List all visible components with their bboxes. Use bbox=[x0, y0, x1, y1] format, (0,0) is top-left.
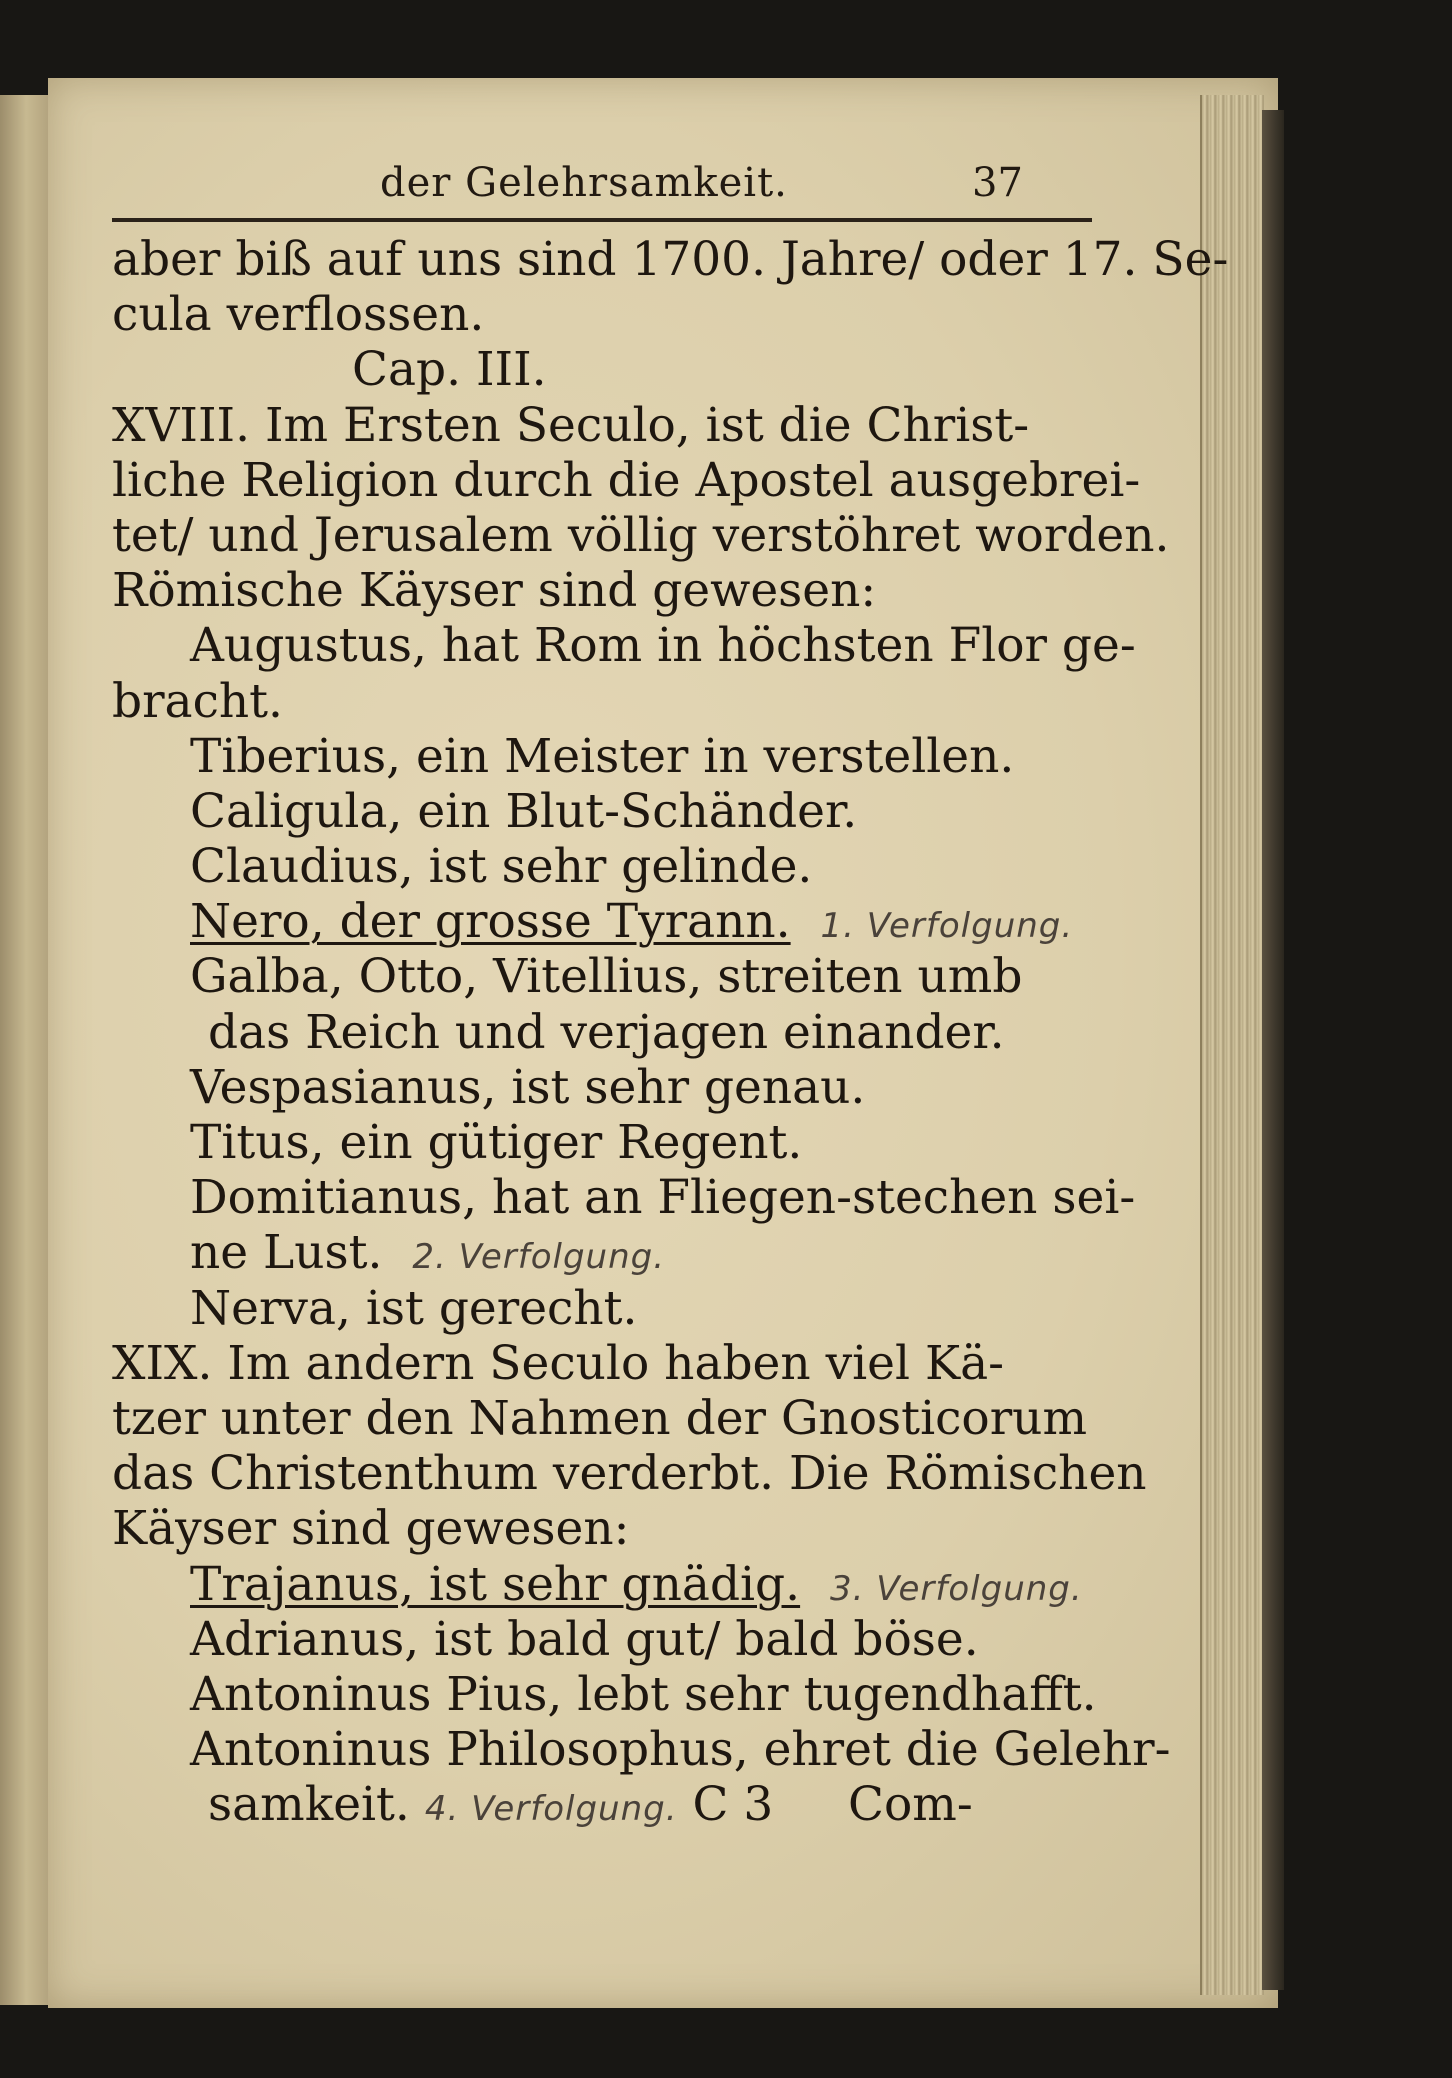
handwritten-note: 2. Verfolgung. bbox=[412, 1237, 666, 1278]
header-rule bbox=[112, 218, 1092, 222]
handwritten-note: 3. Verfolgung. bbox=[829, 1568, 1083, 1609]
chapter-heading: Cap. III. bbox=[352, 342, 547, 398]
emperor-entry: Tiberius, ein Meister in verstellen. bbox=[190, 728, 1015, 784]
emperor-entry: Augustus, hat Rom in höchsten Flor ge- bbox=[190, 618, 1136, 674]
page-stack-edges bbox=[1200, 95, 1264, 1995]
body-text bbox=[112, 232, 1229, 1833]
running-head: der Gelehrsamkeit. bbox=[380, 160, 788, 206]
text-line: tzer unter den Nahmen der Gnosticorum bbox=[112, 1390, 1088, 1446]
emperor-entry: Domitianus, hat an Fliegen-stechen sei- bbox=[190, 1170, 1136, 1226]
binding-shadow bbox=[1262, 110, 1284, 1990]
text-line: das Christenthum verderbt. Die Römischen bbox=[112, 1446, 1147, 1502]
emperor-entry: Vespasianus, ist sehr genau. bbox=[190, 1059, 866, 1115]
handwritten-note: 1. Verfolgung. bbox=[820, 906, 1074, 947]
emperor-entry: Claudius, ist sehr gelinde. bbox=[190, 839, 813, 895]
page-number: 37 bbox=[972, 160, 1023, 206]
text-line: XVIII. Im Ersten Seculo, ist die Christ- bbox=[112, 397, 1030, 453]
previous-page-edge bbox=[0, 95, 50, 2005]
emperor-entry: Titus, ein gütiger Regent. bbox=[190, 1115, 803, 1170]
catchword: Com- bbox=[848, 1777, 973, 1833]
text-line: tet/ und Jerusalem völlig verstöhret worden. bbox=[112, 507, 1170, 563]
handwritten-note: 4. Verfolgung. bbox=[424, 1789, 678, 1830]
text-line: cula verflossen. bbox=[112, 287, 485, 343]
emperor-entry: Antoninus Pius, lebt sehr tugendhafft. bbox=[190, 1666, 1097, 1722]
text-line: liche Religion durch die Apostel ausgebrei- bbox=[112, 452, 1141, 508]
text-line: Käyser sind gewesen: bbox=[112, 1501, 630, 1557]
emperor-entry: Nerva, ist gerecht. bbox=[190, 1280, 638, 1336]
text-line: das Reich und verjagen einander. bbox=[208, 1004, 1005, 1060]
emperor-entry: Adrianus, ist bald gut/ bald böse. bbox=[190, 1611, 979, 1667]
emperor-entry: Trajanus, ist sehr gnädig. 3. Verfolgung. bbox=[190, 1556, 1083, 1612]
text-line: XIX. Im andern Seculo haben viel Kä- bbox=[112, 1335, 1004, 1391]
text-line: Römische Käyser sind gewesen: bbox=[112, 563, 877, 619]
final-line: samkeit. 4. Verfolgung. C 3 Com- bbox=[208, 1777, 973, 1833]
text-line: aber biß auf uns sind 1700. Jahre/ oder 17. Se- bbox=[112, 232, 1229, 287]
emperor-entry: Caligula, ein Blut-Schänder. bbox=[190, 783, 858, 839]
page-header bbox=[112, 160, 1092, 216]
text-line: ne Lust. 2. Verfolgung. bbox=[190, 1225, 666, 1281]
emperor-entry: Antoninus Philosophus, ehret die Gelehr- bbox=[190, 1722, 1171, 1778]
text-line: bracht. bbox=[112, 673, 283, 729]
emperor-entry: Nero, der grosse Tyrann. 1. Verfolgung. bbox=[190, 894, 1074, 950]
emperor-entry: Galba, Otto, Vitellius, streiten umb bbox=[190, 949, 1023, 1005]
signature-mark: C 3 bbox=[692, 1777, 774, 1833]
